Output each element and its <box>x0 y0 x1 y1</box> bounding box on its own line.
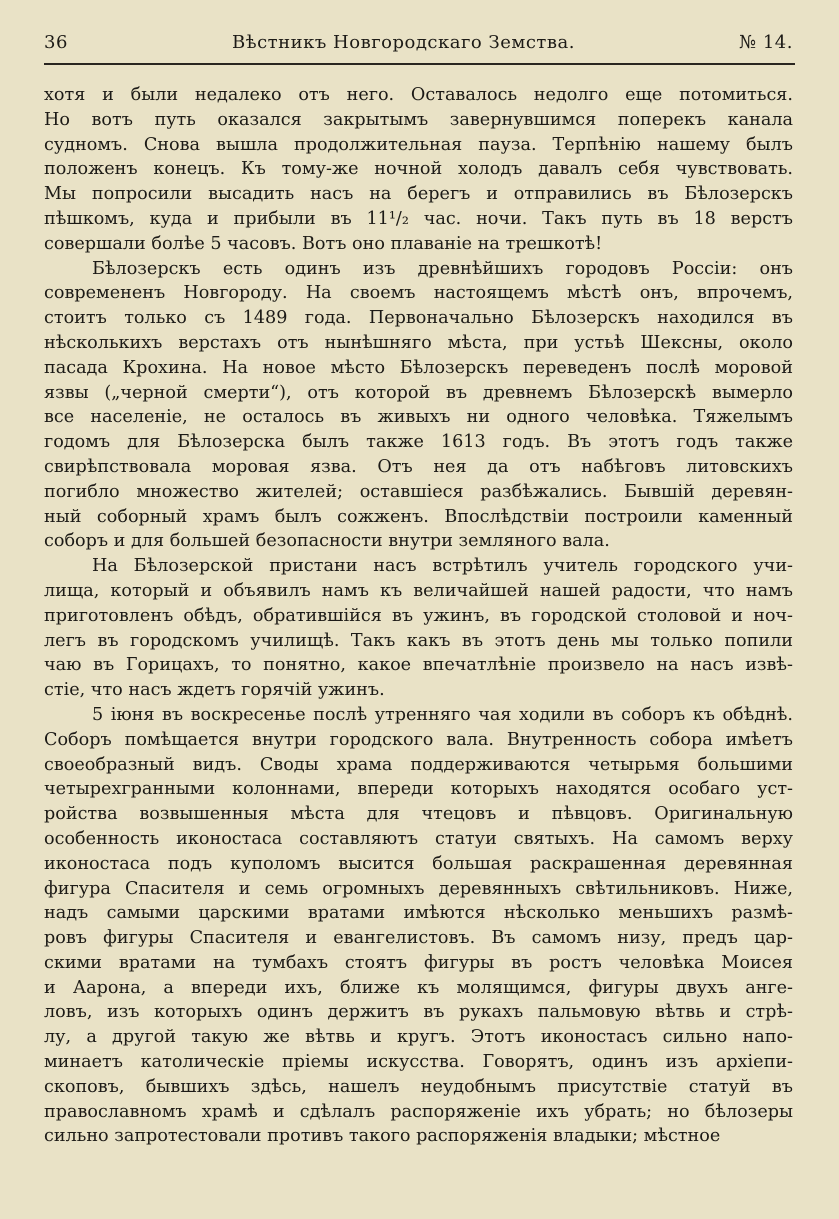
text-line: особенность иконостаса составляютъ статуи святыхъ. На самомъ верху <box>44 828 793 849</box>
text-line: 5 іюня въ воскресенье послѣ утренняго чая ходили въ соборъ къ обѣднѣ. <box>92 704 793 725</box>
text-line: свирѣпствовала моровая язва. Отъ нея да отъ набѣговъ литовскихъ <box>44 456 793 477</box>
text-line: пѣшкомъ, куда и прибыли въ 11¹/₂ час. ночи. Такъ путь въ 18 верстъ <box>44 208 793 229</box>
text-line: судномъ. Снова вышла продолжительная пауза. Терпѣнію нашему былъ <box>44 134 793 155</box>
text-line: современенъ Новгороду. На своемъ настоящемъ мѣстѣ онъ, впрочемъ, <box>44 283 793 304</box>
text-line: легъ въ городскомъ училищѣ. Такъ какъ въ этотъ день мы только попили <box>44 630 793 651</box>
text-line: Соборъ помѣщается внутри городского вала. Внутренность собора имѣетъ <box>44 729 793 750</box>
header-rule <box>44 63 795 65</box>
body-text <box>44 83 793 1149</box>
journal-title: Вѣстникъ Новгородскаго Земства. <box>232 32 575 53</box>
text-line: минаетъ католическіе пріемы искусства. Говорятъ, одинъ изъ архіепи- <box>44 1052 793 1073</box>
text-line: лища, который и объявилъ намъ къ величайшей нашей радости, что намъ <box>44 580 793 601</box>
text-line: Бѣлозерскъ есть одинъ изъ древнѣйшихъ городовъ Россіи: онъ <box>92 258 793 279</box>
text-line: своеобразный видъ. Своды храма поддерживаются четырьмя большими <box>44 754 793 775</box>
text-line: иконостаса подъ куполомъ высится большая раскрашенная деревянная <box>44 853 793 874</box>
paragraph <box>44 83 793 257</box>
text-line: годомъ для Бѣлозерска былъ также 1613 годъ. Въ этотъ годъ также <box>44 432 793 453</box>
text-line: скими вратами на тумбахъ стоятъ фигуры въ ростъ человѣка Моисея <box>44 952 793 973</box>
text-line: соборъ и для большей безопасности внутри земляного вала. <box>44 531 610 552</box>
paragraph <box>44 257 793 555</box>
text-line: сильно запротестовали противъ такого распоряженія владыки; мѣстное <box>44 1126 721 1147</box>
text-line: приготовленъ обѣдъ, обратившійся въ ужинъ, въ городской столовой и ноч- <box>44 605 793 626</box>
text-line: совершали болѣе 5 часовъ. Вотъ оно плаваніе на трешкотѣ! <box>44 233 603 254</box>
text-line: пасада Крохина. На новое мѣсто Бѣлозерскъ переведенъ послѣ моровой <box>44 357 793 378</box>
text-line: фигура Спасителя и семь огромныхъ деревянныхъ свѣтильниковъ. Ниже, <box>44 878 793 899</box>
text-line: скоповъ, бывшихъ здѣсь, нашелъ неудобнымъ присутствіе статуй въ <box>44 1076 793 1097</box>
paragraph <box>44 703 793 1149</box>
text-line: стоитъ только съ 1489 года. Первоначально Бѣлозерскъ находился въ <box>44 308 793 329</box>
text-line: положенъ конецъ. Къ тому-же ночной холодъ давалъ себя чувствовать. <box>44 159 793 180</box>
text-line: нѣсколькихъ верстахъ отъ нынѣшняго мѣста, при устьѣ Шексны, около <box>44 332 793 353</box>
text-line: Но вотъ путь оказался закрытымъ завернувшимся поперекъ канала <box>44 109 793 130</box>
running-header <box>44 32 793 58</box>
text-line: хотя и были недалеко отъ него. Оставалось недолго еще потомиться. <box>44 85 793 105</box>
text-line: четырехгранными колоннами, впереди которыхъ находятся особаго уст- <box>44 779 793 800</box>
text-line: На Бѣлозерской пристани насъ встрѣтилъ учитель городского учи- <box>92 556 793 577</box>
text-line: ровъ фигуры Спасителя и евангелистовъ. Въ самомъ низу, предъ цар- <box>44 928 793 949</box>
text-line: и Аарона, а впереди ихъ, ближе къ молящимся, фигуры двухъ анге- <box>44 977 793 998</box>
text-line: надъ самыми царскими вратами имѣются нѣсколько меньшихъ размѣ- <box>44 903 793 924</box>
text-line: лу, а другой такую же вѣтвь и кругъ. Этотъ иконостасъ сильно напо- <box>44 1027 793 1048</box>
text-line: стіе, что насъ ждетъ горячій ужинъ. <box>44 680 385 701</box>
text-line: все населеніе, не осталось въ живыхъ ни одного человѣка. Тяжелымъ <box>44 407 793 428</box>
text-line: чаю въ Горицахъ, то понятно, какое впечатлѣніе произвело на насъ извѣ- <box>44 655 793 676</box>
text-line: ный соборный храмъ былъ сожженъ. Впослѣдствіи построили каменный <box>44 506 793 527</box>
text-line: Мы попросили высадить насъ на берегъ и отправились въ Бѣлозерскъ <box>44 184 793 205</box>
text-line: язвы („черной смерти“), отъ которой въ древнемъ Бѣлозерскѣ вымерло <box>44 382 793 403</box>
text-line: православномъ храмѣ и сдѣлалъ распоряженіе ихъ убрать; но бѣлозеры <box>44 1101 793 1122</box>
paragraph <box>44 554 793 703</box>
text-line: погибло множество жителей; оставшіеся разбѣжались. Бывшій деревян- <box>44 481 793 502</box>
text-line: ройства возвышенныя мѣста для чтецовъ и пѣвцовъ. Оригинальную <box>44 804 793 825</box>
text-line: ловъ, изъ которыхъ одинъ держитъ въ рукахъ пальмовую вѣтвь и стрѣ- <box>44 1002 793 1023</box>
issue-number: № 14. <box>739 32 793 53</box>
page-number: 36 <box>44 32 68 53</box>
